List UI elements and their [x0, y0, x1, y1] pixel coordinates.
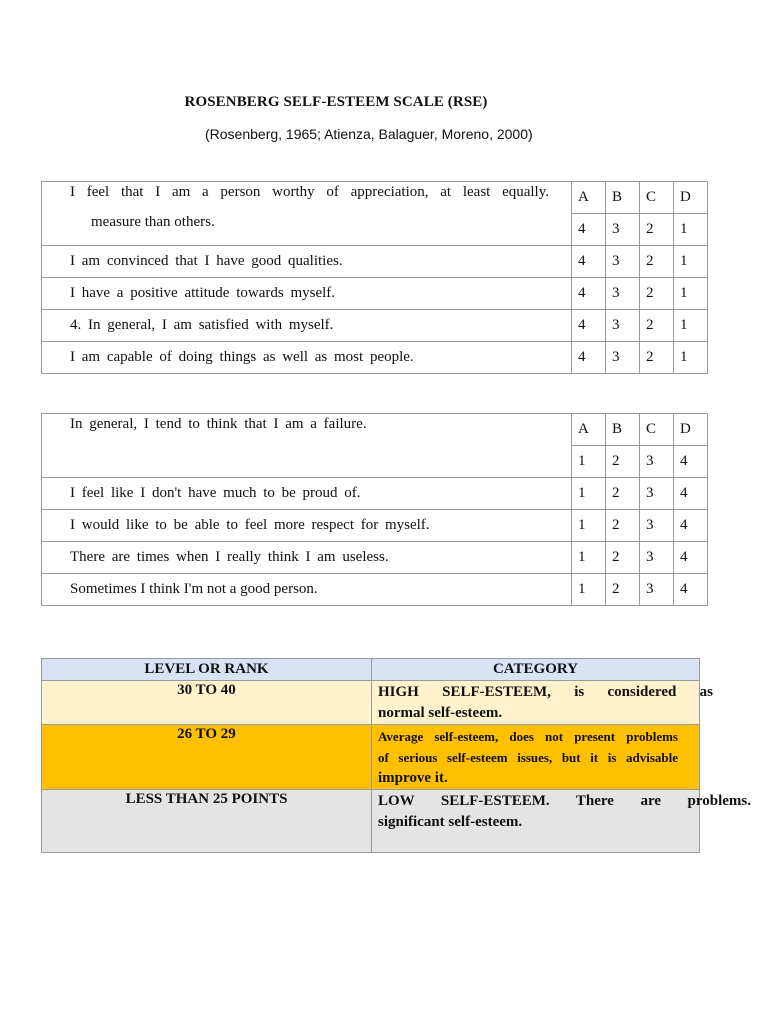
score-cell: 3 [606, 310, 640, 342]
score-cell: 4 [572, 246, 606, 278]
table-row [42, 574, 708, 606]
column-header-category: CATEGORY [372, 659, 700, 681]
table-row [42, 510, 708, 542]
table-row [42, 246, 708, 278]
item-text: In general, I tend to think that I am a failure. [70, 416, 367, 432]
item-text: Sometimes I think I'm not a good person. [42, 574, 572, 606]
table-header-row [42, 659, 700, 681]
column-header-b: B [606, 414, 640, 446]
score-cell: 2 [606, 446, 640, 478]
score-cell: 1 [674, 214, 708, 246]
category-text-line: of serious self-esteem issues, but it is advisable [378, 750, 678, 765]
score-cell: 1 [674, 246, 708, 278]
score-cell: 4 [572, 278, 606, 310]
score-cell: 2 [606, 574, 640, 606]
score-cell: 3 [640, 478, 674, 510]
score-cell: 3 [640, 542, 674, 574]
score-cell: 3 [606, 214, 640, 246]
item-text: I would like to be able to feel more respect for myself. [42, 510, 572, 542]
category-text-line: significant self-esteem. [378, 814, 523, 830]
page-title: ROSENBERG SELF-ESTEEM SCALE (RSE) [184, 94, 488, 110]
table-row [42, 725, 700, 790]
score-cell: 1 [674, 310, 708, 342]
table-row [42, 478, 708, 510]
score-cell: 4 [674, 478, 708, 510]
column-header-c: C [640, 414, 674, 446]
item-text: I am capable of doing things as well as most people. [42, 342, 572, 374]
table-row [42, 542, 708, 574]
score-cell: 2 [640, 310, 674, 342]
table-row [42, 342, 708, 374]
column-header-d: D [674, 182, 708, 214]
item-text: I am convinced that I have good qualities. [42, 246, 572, 278]
score-cell: 2 [640, 246, 674, 278]
positive-items-table [41, 181, 708, 374]
column-header-c: C [640, 182, 674, 214]
item-cell [42, 414, 572, 478]
score-cell: 1 [572, 446, 606, 478]
score-cell: 3 [606, 342, 640, 374]
category-text-line: Average self-esteem, does not present problems [378, 729, 678, 744]
level-range: 30 TO 40 [42, 681, 372, 725]
score-cell: 3 [606, 246, 640, 278]
score-cell: 4 [674, 510, 708, 542]
item-cell [42, 182, 572, 246]
table-row [42, 414, 708, 446]
table-row [42, 790, 700, 853]
score-cell: 2 [640, 278, 674, 310]
score-cell: 3 [640, 446, 674, 478]
score-cell: 2 [606, 510, 640, 542]
score-levels-table [41, 658, 751, 853]
score-cell: 1 [572, 478, 606, 510]
score-cell: 1 [674, 342, 708, 374]
score-cell: 1 [572, 574, 606, 606]
score-cell: 4 [674, 574, 708, 606]
score-cell: 4 [572, 214, 606, 246]
level-range: 26 TO 29 [42, 725, 372, 790]
score-cell: 3 [640, 510, 674, 542]
score-cell: 3 [640, 574, 674, 606]
column-header-b: B [606, 182, 640, 214]
category-text-line: normal self-esteem. [378, 705, 503, 721]
score-cell: 1 [572, 510, 606, 542]
level-range: LESS THAN 25 POINTS [42, 790, 372, 853]
item-text: There are times when I really think I am useless. [42, 542, 572, 574]
score-cell: 2 [640, 342, 674, 374]
table-row [42, 182, 708, 214]
score-cell: 4 [674, 446, 708, 478]
table-row [42, 278, 708, 310]
item-text: I have a positive attitude towards myself. [42, 278, 572, 310]
score-cell: 2 [606, 542, 640, 574]
category-cell [372, 790, 751, 853]
score-cell: 4 [572, 342, 606, 374]
score-cell: 4 [674, 542, 708, 574]
table-row [42, 310, 708, 342]
score-cell: 3 [606, 278, 640, 310]
column-header-level: LEVEL OR RANK [42, 659, 372, 681]
item-text: 4. In general, I am satisfied with myself. [42, 310, 572, 342]
citation: (Rosenberg, 1965; Atienza, Balaguer, Moreno, 2000) [205, 126, 533, 142]
category-text-line: HIGH SELF-ESTEEM, is considered as [378, 684, 713, 700]
table-row [42, 681, 700, 725]
column-header-a: A [572, 182, 606, 214]
item-text-line: measure than others. [91, 214, 215, 230]
column-header-a: A [572, 414, 606, 446]
category-text-line: improve it. [378, 770, 448, 786]
score-cell: 2 [606, 478, 640, 510]
item-text: I feel like I don't have much to be proud of. [42, 478, 572, 510]
negative-items-table [41, 413, 708, 606]
score-cell: 1 [572, 542, 606, 574]
score-cell: 4 [572, 310, 606, 342]
column-header-d: D [674, 414, 708, 446]
score-cell: 1 [674, 278, 708, 310]
score-cell: 2 [640, 214, 674, 246]
category-cell [372, 681, 713, 725]
category-cell [372, 725, 700, 790]
category-text-line: LOW SELF-ESTEEM. There are problems. [378, 793, 751, 809]
item-text-line: I feel that I am a person worthy of appreciation, at least equally. [70, 184, 549, 200]
